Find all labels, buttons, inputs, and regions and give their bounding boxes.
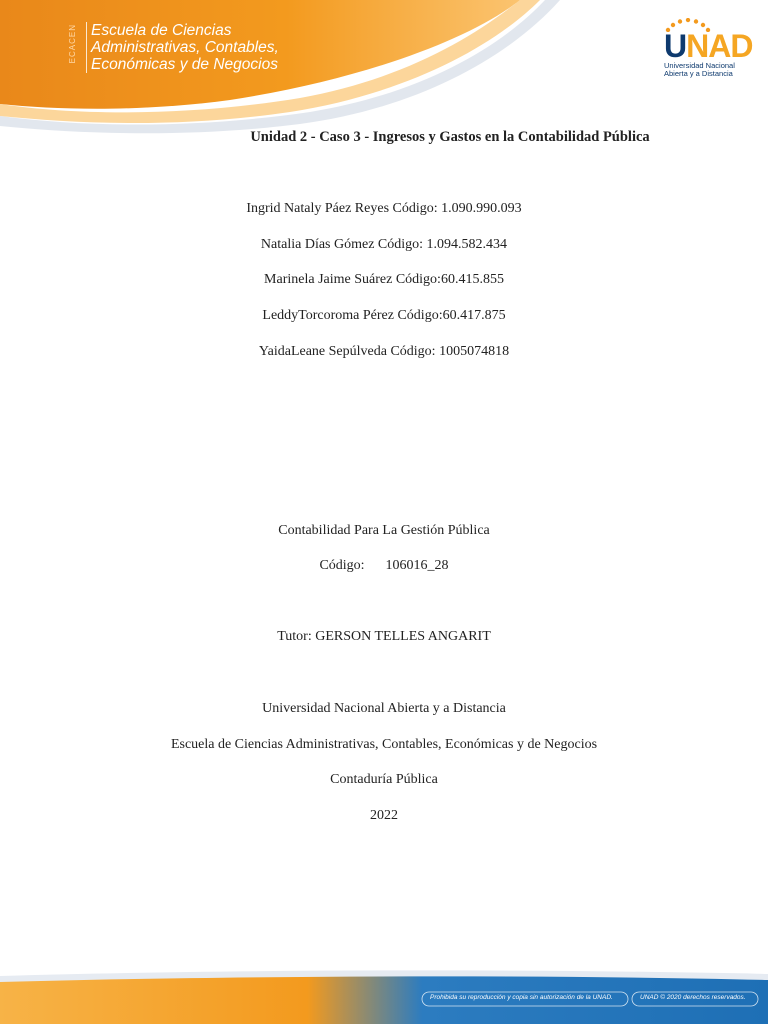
school-name: Escuela de Ciencias Administrativas, Contables, Económicas y de Negocios xyxy=(170,737,598,752)
school-banner-line-1: Escuela de Ciencias xyxy=(91,22,232,39)
author-line-3: Marinela Jaime Suárez Código:60.415.855 xyxy=(264,272,504,287)
university-name: Universidad Nacional Abierta y a Distancia xyxy=(262,701,506,716)
tutor-name: Tutor: GERSON TELLES ANGARIT xyxy=(277,629,491,644)
footer-copyright: UNAD © 2020 derechos reservados. xyxy=(640,994,746,1001)
school-banner-line-3: Económicas y de Negocios xyxy=(91,56,278,73)
logo-subtitle-line-2: Abierta y a Distancia xyxy=(664,69,733,78)
author-line-4: LeddyTorcoroma Pérez Código:60.417.875 xyxy=(262,308,506,323)
logo-subtitle-line-1: Universidad Nacional xyxy=(664,61,735,70)
logo-subtitle xyxy=(664,62,735,78)
logo-wordmark: UNAD xyxy=(664,28,753,64)
course-code: Código: 106016_28 xyxy=(319,558,449,573)
author-line-5: YaidaLeane Sepúlveda Código: 1005074818 xyxy=(258,344,510,359)
footer-notice: Prohibida su reproducción y copia sin autorización de la UNAD. xyxy=(430,994,613,1001)
author-line-1: Ingrid Nataly Páez Reyes Código: 1.090.990.093 xyxy=(246,201,522,216)
document-title: Unidad 2 - Caso 3 - Ingresos y Gastos en la Contabilidad Pública xyxy=(250,129,650,145)
program-name: Contaduría Pública xyxy=(330,772,438,787)
school-banner-label xyxy=(66,22,279,73)
school-acronym: ECACEN xyxy=(68,24,77,64)
year: 2022 xyxy=(370,808,398,823)
course-name: Contabilidad Para La Gestión Pública xyxy=(278,523,490,538)
school-banner-line-2: Administrativas, Contables, xyxy=(91,39,279,56)
author-line-2: Natalia Días Gómez Código: 1.094.582.434 xyxy=(260,237,508,252)
unad-logo xyxy=(660,18,753,82)
